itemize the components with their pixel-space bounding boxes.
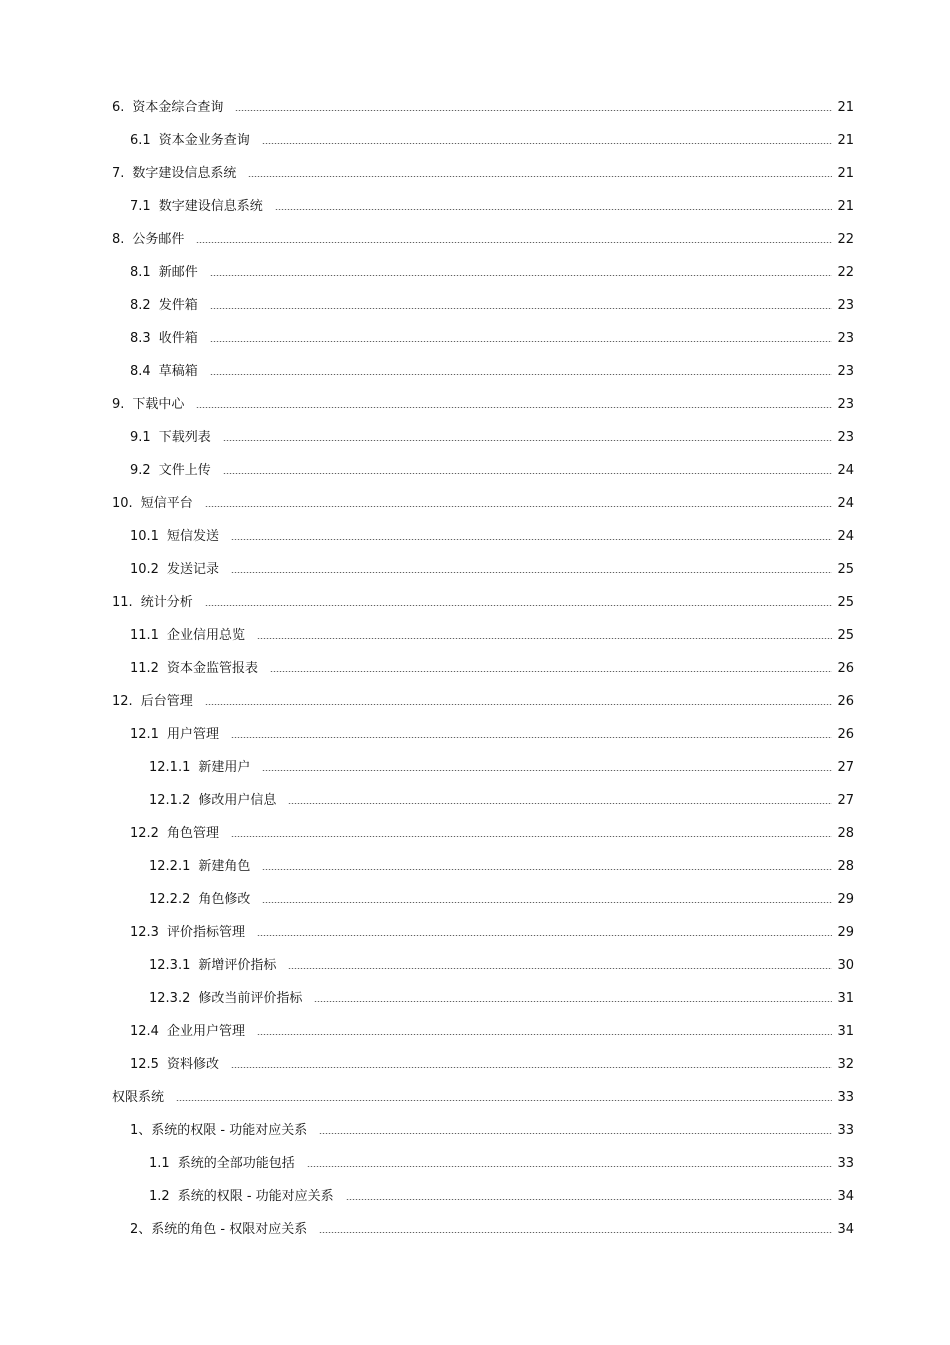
toc-entry[interactable] <box>0 916 950 949</box>
toc-entry-title: 资本金综合查询 <box>132 99 224 115</box>
dot-leader <box>210 275 832 276</box>
toc-entry-title: 资本金业务查询 <box>158 132 250 148</box>
toc-entry[interactable] <box>0 190 950 223</box>
toc-entry-page-number: 23 <box>837 396 854 412</box>
dot-leader <box>257 1034 832 1035</box>
toc-entry-title: 修改当前评价指标 <box>198 990 303 1006</box>
toc-entry-page-number: 25 <box>837 594 854 610</box>
toc-entry-number: 11.2 <box>130 660 159 676</box>
toc-entry-page-number: 22 <box>837 264 854 280</box>
dot-leader <box>196 407 832 408</box>
toc-entry-title: 系统的全部功能包括 <box>177 1155 295 1171</box>
toc-entry-number: 6. <box>112 99 125 115</box>
toc-entry-page-number: 21 <box>837 198 854 214</box>
toc-entry-page-number: 29 <box>837 891 854 907</box>
toc-entry[interactable] <box>0 388 950 421</box>
toc-entry-number: 10.2 <box>130 561 159 577</box>
toc-entry-page-number: 33 <box>837 1155 854 1171</box>
toc-entry[interactable] <box>0 289 950 322</box>
toc-entry[interactable] <box>0 1114 950 1147</box>
dot-leader <box>319 1133 832 1134</box>
dot-leader <box>275 209 832 210</box>
toc-entry-title: 文件上传 <box>158 462 211 478</box>
toc-entry-page-number: 23 <box>837 297 854 313</box>
toc-entry[interactable] <box>0 1180 950 1213</box>
toc-entry-number: 9.2 <box>130 462 151 478</box>
toc-entry[interactable] <box>0 256 950 289</box>
toc-entry[interactable] <box>0 784 950 817</box>
toc-entry-title: 下载列表 <box>158 429 211 445</box>
toc-entry-title: 短信平台 <box>140 495 193 511</box>
toc-entry[interactable] <box>0 1081 950 1114</box>
toc-entry-number: 12.4 <box>130 1023 159 1039</box>
toc-entry-page-number: 34 <box>837 1188 854 1204</box>
dot-leader <box>223 473 832 474</box>
toc-entry-number: 7.1 <box>130 198 151 214</box>
toc-entry[interactable] <box>0 520 950 553</box>
toc-entry[interactable] <box>0 718 950 751</box>
toc-entry[interactable] <box>0 157 950 190</box>
toc-entry-number: 12.3 <box>130 924 159 940</box>
toc-entry-page-number: 31 <box>837 990 854 1006</box>
toc-entry[interactable] <box>0 850 950 883</box>
toc-entry-page-number: 23 <box>837 363 854 379</box>
toc-entry-title: 新建角色 <box>198 858 251 874</box>
toc-entry-number: 12.2.1 <box>149 858 191 874</box>
toc-entry-title: 资料修改 <box>166 1056 219 1072</box>
toc-entry-number: 11.1 <box>130 627 159 643</box>
toc-entry-page-number: 27 <box>837 759 854 775</box>
toc-entry-title: 短信发送 <box>166 528 219 544</box>
toc-entry-number: 8. <box>112 231 125 247</box>
toc-entry-title: 角色管理 <box>166 825 219 841</box>
toc-entry[interactable] <box>0 1048 950 1081</box>
toc-entry[interactable] <box>0 751 950 784</box>
toc-entry[interactable] <box>0 487 950 520</box>
toc-entry-page-number: 34 <box>837 1221 854 1237</box>
toc-entry-page-number: 29 <box>837 924 854 940</box>
toc-entry-page-number: 23 <box>837 429 854 445</box>
toc-entry[interactable] <box>0 124 950 157</box>
toc-entry-number: 10. <box>112 495 133 511</box>
toc-entry-number: 1.2 <box>149 1188 170 1204</box>
toc-entry[interactable] <box>0 586 950 619</box>
toc-entry-page-number: 25 <box>837 561 854 577</box>
toc-entry-title: 下载中心 <box>132 396 185 412</box>
toc-entry[interactable] <box>0 223 950 256</box>
toc-entry-number: 12.2.2 <box>149 891 191 907</box>
toc-entry[interactable] <box>0 982 950 1015</box>
toc-entry-title: 草稿箱 <box>158 363 198 379</box>
toc-entry-page-number: 24 <box>837 528 854 544</box>
toc-entry[interactable] <box>0 421 950 454</box>
toc-entry-number: 12. <box>112 693 133 709</box>
toc-entry-page-number: 28 <box>837 825 854 841</box>
dot-leader <box>231 539 832 540</box>
toc-entry-page-number: 26 <box>837 693 854 709</box>
toc-entry-number: 12.3.1 <box>149 957 191 973</box>
toc-entry-title: 统计分析 <box>140 594 193 610</box>
toc-entry-number: 1.1 <box>149 1155 170 1171</box>
dot-leader <box>210 374 832 375</box>
toc-entry-number: 12.2 <box>130 825 159 841</box>
toc-entry-title: 评价指标管理 <box>166 924 245 940</box>
dot-leader <box>346 1199 832 1200</box>
dot-leader <box>223 440 832 441</box>
toc-entry-number: 11. <box>112 594 133 610</box>
toc-entry-page-number: 27 <box>837 792 854 808</box>
toc-entry[interactable] <box>0 322 950 355</box>
toc-entry-title: 发件箱 <box>158 297 198 313</box>
toc-entry-title: 角色修改 <box>198 891 251 907</box>
toc-entry-number: 7. <box>112 165 125 181</box>
toc-entry-page-number: 28 <box>837 858 854 874</box>
toc-entry-number: 8.4 <box>130 363 151 379</box>
toc-entry-title: 1、系统的权限 - 功能对应关系 <box>130 1122 308 1138</box>
dot-leader <box>210 341 832 342</box>
dot-leader <box>288 968 832 969</box>
dot-leader <box>288 803 832 804</box>
toc-entry-page-number: 31 <box>837 1023 854 1039</box>
toc-entry-title: 系统的权限 - 功能对应关系 <box>177 1188 334 1204</box>
toc-entry[interactable] <box>0 817 950 850</box>
toc-entry-number: 8.2 <box>130 297 151 313</box>
toc-entry-title: 数字建设信息系统 <box>132 165 237 181</box>
dot-leader <box>205 704 832 705</box>
toc-entry-page-number: 21 <box>837 132 854 148</box>
toc-entry-title: 后台管理 <box>140 693 193 709</box>
toc-entry-title: 用户管理 <box>166 726 219 742</box>
toc-entry-page-number: 21 <box>837 99 854 115</box>
toc-entry[interactable] <box>0 652 950 685</box>
toc-entry-page-number: 21 <box>837 165 854 181</box>
toc-entry-title: 新建用户 <box>198 759 251 775</box>
toc-entry[interactable] <box>0 883 950 916</box>
toc-entry[interactable] <box>0 553 950 586</box>
dot-leader <box>257 638 832 639</box>
toc-entry-title: 新邮件 <box>158 264 198 280</box>
toc-entry[interactable] <box>0 91 950 124</box>
toc-entry-page-number: 26 <box>837 660 854 676</box>
toc-entry-title: 企业用户管理 <box>166 1023 245 1039</box>
dot-leader <box>314 1001 832 1002</box>
toc-entry-title: 发送记录 <box>166 561 219 577</box>
dot-leader <box>231 572 832 573</box>
toc-entry[interactable] <box>0 454 950 487</box>
toc-entry-number: 10.1 <box>130 528 159 544</box>
toc-entry-title: 企业信用总览 <box>166 627 245 643</box>
dot-leader <box>231 1067 832 1068</box>
toc-entry-title: 2、系统的角色 - 权限对应关系 <box>130 1221 308 1237</box>
toc-entry-number: 12.5 <box>130 1056 159 1072</box>
toc-entry-title: 新增评价指标 <box>198 957 277 973</box>
toc-entry-page-number: 30 <box>837 957 854 973</box>
toc-entry-page-number: 32 <box>837 1056 854 1072</box>
toc-entry-title: 数字建设信息系统 <box>158 198 263 214</box>
toc-entry-page-number: 24 <box>837 495 854 511</box>
dot-leader <box>262 143 832 144</box>
dot-leader <box>235 110 832 111</box>
dot-leader <box>257 935 832 936</box>
toc-entry-number: 8.3 <box>130 330 151 346</box>
dot-leader <box>205 605 832 606</box>
toc-entry-page-number: 26 <box>837 726 854 742</box>
toc-entry-title: 收件箱 <box>158 330 198 346</box>
toc-entry-number: 8.1 <box>130 264 151 280</box>
toc-entry-number: 6.1 <box>130 132 151 148</box>
toc-entry-page-number: 24 <box>837 462 854 478</box>
dot-leader <box>270 671 832 672</box>
dot-leader <box>176 1100 832 1101</box>
dot-leader <box>262 869 832 870</box>
table-of-contents <box>0 91 950 1246</box>
toc-entry[interactable] <box>0 1015 950 1048</box>
dot-leader <box>319 1232 832 1233</box>
toc-entry-title: 权限系统 <box>112 1089 165 1105</box>
toc-entry-page-number: 23 <box>837 330 854 346</box>
toc-entry[interactable] <box>0 685 950 718</box>
toc-entry-number: 12.1.1 <box>149 759 191 775</box>
toc-entry-page-number: 33 <box>837 1122 854 1138</box>
toc-entry-number: 12.1.2 <box>149 792 191 808</box>
toc-entry-page-number: 22 <box>837 231 854 247</box>
toc-entry[interactable] <box>0 619 950 652</box>
toc-entry-page-number: 33 <box>837 1089 854 1105</box>
dot-leader <box>210 308 832 309</box>
dot-leader <box>262 770 832 771</box>
toc-entry-number: 9. <box>112 396 125 412</box>
dot-leader <box>248 176 832 177</box>
dot-leader <box>196 242 832 243</box>
toc-entry[interactable] <box>0 1147 950 1180</box>
dot-leader <box>307 1166 832 1167</box>
toc-entry-title: 修改用户信息 <box>198 792 277 808</box>
toc-entry-page-number: 25 <box>837 627 854 643</box>
dot-leader <box>262 902 832 903</box>
toc-entry[interactable] <box>0 355 950 388</box>
toc-entry[interactable] <box>0 949 950 982</box>
dot-leader <box>205 506 832 507</box>
dot-leader <box>231 737 832 738</box>
toc-entry-title: 公务邮件 <box>132 231 185 247</box>
dot-leader <box>231 836 832 837</box>
toc-entry[interactable] <box>0 1213 950 1246</box>
toc-entry-number: 12.3.2 <box>149 990 191 1006</box>
toc-entry-number: 12.1 <box>130 726 159 742</box>
toc-entry-title: 资本金监管报表 <box>166 660 258 676</box>
toc-entry-number: 9.1 <box>130 429 151 445</box>
